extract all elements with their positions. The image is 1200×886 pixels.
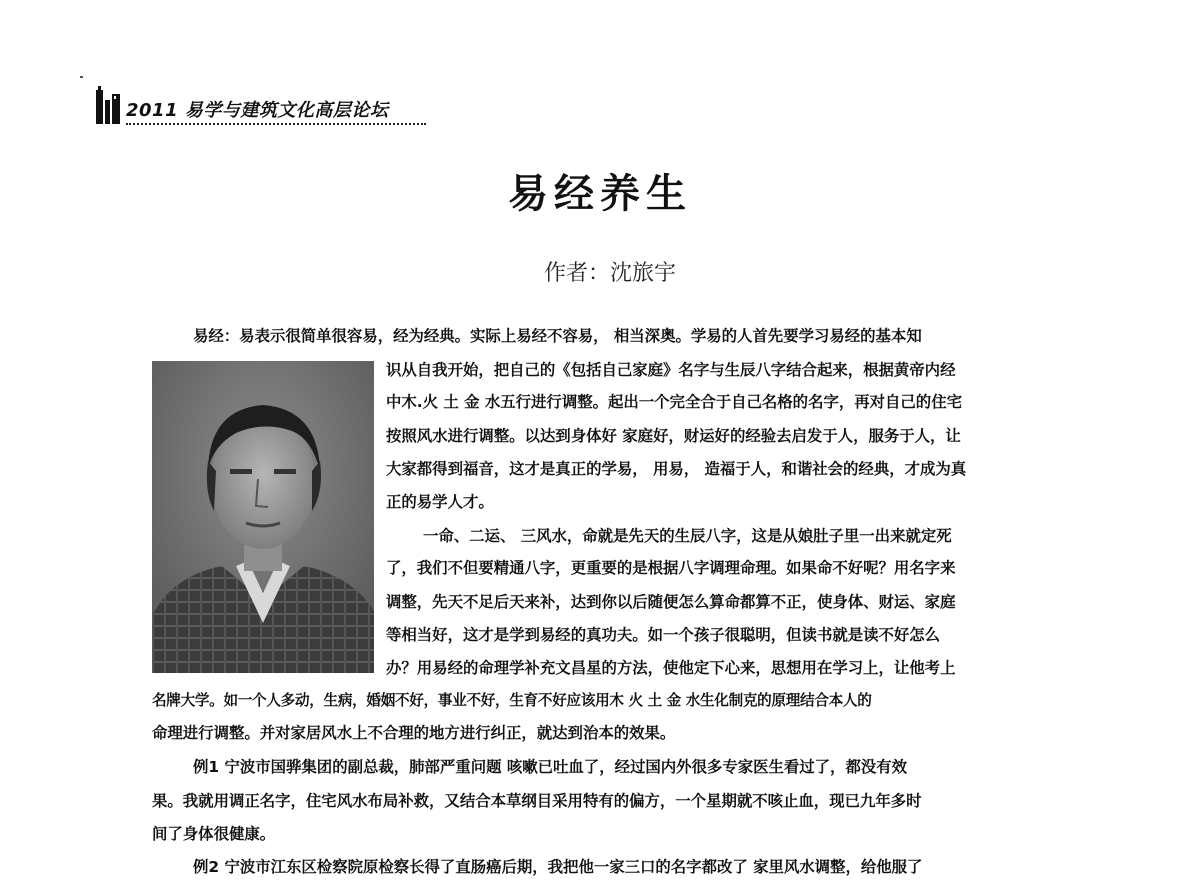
paragraph-line: 正的易学人才。 — [386, 493, 494, 511]
header-rule — [126, 123, 426, 125]
scan-speck — [80, 76, 83, 78]
paragraph-line: 果。我就用调正名字，住宅风水布局补救，又结合本草纲目采用特有的偏方，一个星期就不咳止血，现已九年多时 — [152, 792, 922, 810]
paragraph-line: 名牌大学。如一个人多动，生病，婚姻不好，事业不好，生育不好应该用木 火 土 金 水生化制克的原理结合本人的 — [152, 692, 872, 709]
paragraph-line: 例1 宁波市国骅集团的副总裁，肺部严重问题 咳嗽已吐血了，经过国内外很多专家医生看过了，都没有效 — [193, 758, 908, 776]
paragraph-line: 易经：易表示很简单很容易，经为经典。实际上易经不容易， 相当深奥。学易的人首先要学习易经的基本知 — [193, 327, 922, 345]
paragraph-line: 按照风水进行调整。以达到身体好 家庭好，财运好的经验去启发于人，服务于人，让 — [386, 427, 961, 445]
paragraph-line: 调整，先天不足后天来补，达到你以后随便怎么算命都算不正，使身体、财运、家庭 — [386, 593, 956, 611]
article-title: 易经养生 — [508, 170, 692, 217]
paragraph-line: 间了身体很健康。 — [152, 825, 276, 843]
paragraph-line: 了，我们不但要精通八字，更重要的是根据八字调理命理。如果命不好呢？用名字来 — [386, 559, 956, 577]
article-author: 作者：沈旅宇 — [543, 261, 676, 286]
paragraph-line: 例2 宁波市江东区检察院原检察长得了直肠癌后期，我把他一家三口的名字都改了 家里风水调整，给他服了 — [193, 858, 923, 876]
paragraph-line: 识从自我开始，把自己的《包括自己家庭》名字与生辰八字结合起来，根据黄帝内经 — [386, 361, 956, 379]
paragraph-line: 办？用易经的命理学补充文昌星的方法，使他定下心来，思想用在学习上，让他考上 — [386, 659, 956, 677]
running-header — [96, 86, 436, 128]
forum-logo-icon — [96, 86, 124, 124]
paragraph-line: 一命、二运、 三风水，命就是先天的生辰八字，这是从娘肚子里一出来就定死 — [423, 527, 952, 545]
author-portrait-image — [152, 361, 374, 673]
paragraph-line: 大家都得到福音，这才是真正的学易， 用易， 造福于人，和谐社会的经典，才成为真 — [386, 460, 967, 478]
paragraph-line: 中木.火 土 金 水五行进行调整。起出一个完全合于自己名格的名字，再对自己的住宅 — [386, 393, 962, 411]
paragraph-line: 等相当好，这才是学到易经的真功夫。如一个孩子很聪明，但读书就是读不好怎么 — [386, 626, 941, 644]
paragraph-line: 命理进行调整。并对家居风水上不合理的地方进行纠正，就达到治本的效果。 — [152, 724, 676, 742]
header-title: 2011 易学与建筑文化高层论坛 — [126, 100, 389, 121]
author-photo — [152, 361, 374, 673]
